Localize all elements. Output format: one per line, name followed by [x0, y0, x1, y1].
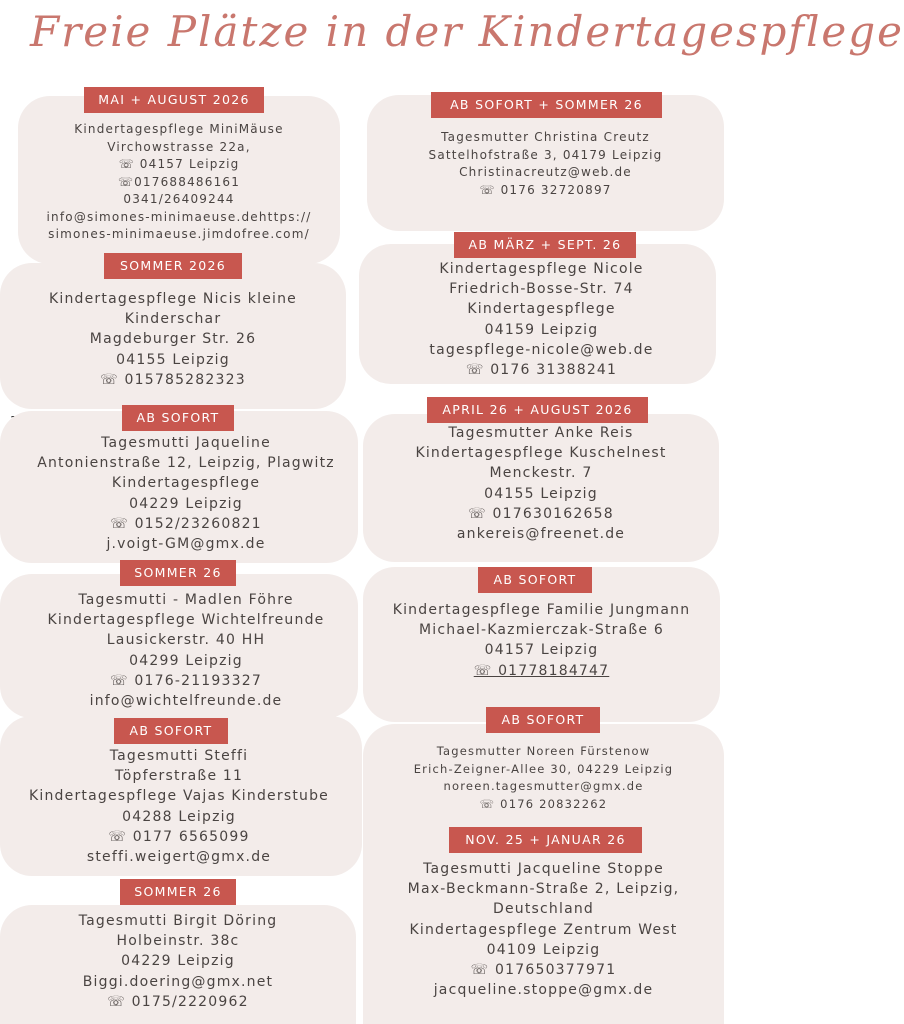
listing-details — [0, 746, 358, 867]
address: Lausickerstr. 40 HH — [106, 632, 266, 649]
availability-badge: AB SOFORT + SOMMER 26 — [431, 92, 662, 118]
provider-name: Kindertagespflege MiniMäuse — [74, 122, 284, 136]
address: Max-Beckmann-Straße 2, Leipzig, — [407, 881, 680, 898]
listing-details — [0, 590, 372, 711]
phone[interactable]: ☏ 017650377971 — [470, 962, 617, 979]
phone[interactable]: 0341/26409244 — [123, 192, 235, 206]
email[interactable]: tagespflege-nicole@web.de — [429, 341, 654, 358]
availability-badge: SOMMER 26 — [120, 560, 236, 586]
phone[interactable]: ☏017688486161 — [117, 174, 241, 189]
city: 04159 Leipzig — [484, 321, 599, 338]
listing-details — [0, 911, 356, 1012]
phone[interactable]: ☏ 017630162658 — [468, 505, 614, 522]
phone[interactable]: ☏ 015785282323 — [100, 371, 246, 388]
listing-details — [363, 743, 724, 813]
listing-details — [363, 859, 724, 1000]
email[interactable]: Biggi.doering@gmx.net — [82, 973, 274, 990]
address: Deutschland — [492, 901, 595, 918]
listing-details — [359, 259, 724, 380]
provider-name: Tagesmutti Steffi — [109, 748, 249, 764]
listing-details — [18, 121, 340, 244]
city: 04109 Leipzig — [486, 941, 601, 958]
listing-details — [363, 423, 719, 544]
address: Friedrich-Bosse-Str. 74 — [449, 281, 634, 298]
phone[interactable]: ☏ 0176-21193327 — [110, 672, 262, 689]
availability-badge: SOMMER 26 — [120, 879, 236, 905]
availability-badge: AB SOFORT — [114, 718, 228, 744]
email[interactable]: info@wichtelfreunde.de — [89, 693, 283, 710]
provider-name: Kindertagespflege Zentrum West — [409, 921, 678, 938]
provider-name: Kindertagespflege — [467, 301, 616, 318]
provider-name: Kindertagespflege Nicole — [439, 261, 644, 277]
email[interactable]: noreen.tagesmutter@gmx.de — [443, 779, 644, 793]
city: 04157 Leipzig — [484, 642, 599, 659]
availability-badge: AB SOFORT — [478, 567, 592, 593]
email[interactable]: ankereis@freenet.de — [456, 526, 626, 543]
website[interactable]: simones-minimaeuse.jimdofree.com/ — [48, 227, 310, 241]
listing-details — [0, 433, 372, 554]
address: Antonienstraße 12, Leipzig, Plagwitz — [37, 455, 335, 472]
phone[interactable]: ☏ 0176 32720897 — [479, 182, 612, 197]
phone[interactable]: ☏ 0176 20832262 — [479, 796, 608, 811]
availability-badge: AB SOFORT — [122, 405, 234, 431]
provider-name: Tagesmutti Jaqueline — [101, 435, 271, 451]
email[interactable]: jacqueline.stoppe@gmx.de — [433, 982, 654, 999]
provider-name: Tagesmutti Birgit Döring — [78, 913, 278, 929]
city: 04229 Leipzig — [129, 495, 243, 512]
provider-name: Kindertagespflege Vajas Kinderstube — [29, 788, 329, 805]
city: 04155 Leipzig — [116, 351, 230, 368]
availability-badge: APRIL 26 + AUGUST 2026 — [427, 397, 648, 423]
address: Töpferstraße 11 — [114, 768, 244, 785]
email[interactable]: Christinacreutz@web.de — [459, 165, 632, 179]
provider-name: Kindertagespflege Wichtelfreunde — [47, 612, 325, 629]
address: Sattelhofstraße 3, 04179 Leipzig — [428, 147, 663, 162]
provider-name: Kindertagespflege — [111, 475, 261, 492]
provider-name: Kindertagespflege Kuschelnest — [415, 445, 667, 462]
provider-name: Tagesmutter Noreen Fürstenow — [436, 744, 651, 758]
address: Erich-Zeigner-Allee 30, 04229 Leipzig — [413, 761, 674, 776]
listing-details — [0, 289, 346, 390]
city: 04288 Leipzig — [122, 808, 236, 825]
provider-name: Kindertagespflege Familie Jungmann — [392, 602, 691, 618]
phone-link[interactable]: ☏ 01778184747 — [473, 662, 610, 679]
city: ☏ 04157 Leipzig — [118, 157, 240, 171]
city: 04229 Leipzig — [121, 953, 235, 970]
provider-name: Kindertagespflege Nicis kleine — [48, 291, 297, 307]
phone[interactable]: ☏ 0177 6565099 — [108, 828, 250, 845]
address: Virchowstrasse 22a, — [107, 139, 251, 154]
phone[interactable]: ☏ 0175/2220962 — [107, 993, 249, 1010]
email[interactable]: steffi.weigert@gmx.de — [86, 849, 272, 866]
address: Magdeburger Str. 26 — [89, 331, 257, 348]
email[interactable]: info@simones-minimaeuse.dehttps:// — [46, 209, 312, 224]
availability-badge: SOMMER 2026 — [104, 253, 242, 279]
provider-name: Kinderschar — [124, 311, 222, 328]
email[interactable]: j.voigt-GM@gmx.de — [106, 536, 266, 553]
provider-name: Tagesmutter Christina Creutz — [441, 130, 650, 144]
availability-badge: NOV. 25 + JANUAR 26 — [449, 827, 642, 853]
availability-badge: AB SOFORT — [486, 707, 600, 733]
city: 04155 Leipzig — [484, 485, 598, 502]
page-title: Freie Plätze in der Kindertagespflege — [30, 7, 904, 56]
address: Holbeinstr. 38c — [116, 933, 240, 950]
listing-details — [363, 600, 720, 681]
listing-details — [367, 129, 724, 199]
provider-name: Tagesmutti - Madlen Föhre — [78, 592, 294, 608]
address: Michael-Kazmierczak-Straße 6 — [418, 622, 664, 639]
availability-badge: AB MÄRZ + SEPT. 26 — [454, 232, 636, 258]
address: Menckestr. 7 — [489, 465, 593, 482]
availability-badge: MAI + AUGUST 2026 — [84, 87, 264, 113]
provider-name: Tagesmutter Anke Reis — [448, 425, 634, 441]
phone[interactable]: ☏ 0176 31388241 — [465, 362, 618, 379]
phone[interactable]: ☏ 0152/23260821 — [110, 515, 262, 532]
city: 04299 Leipzig — [129, 652, 243, 669]
provider-name: Tagesmutti Jacqueline Stoppe — [423, 861, 664, 877]
